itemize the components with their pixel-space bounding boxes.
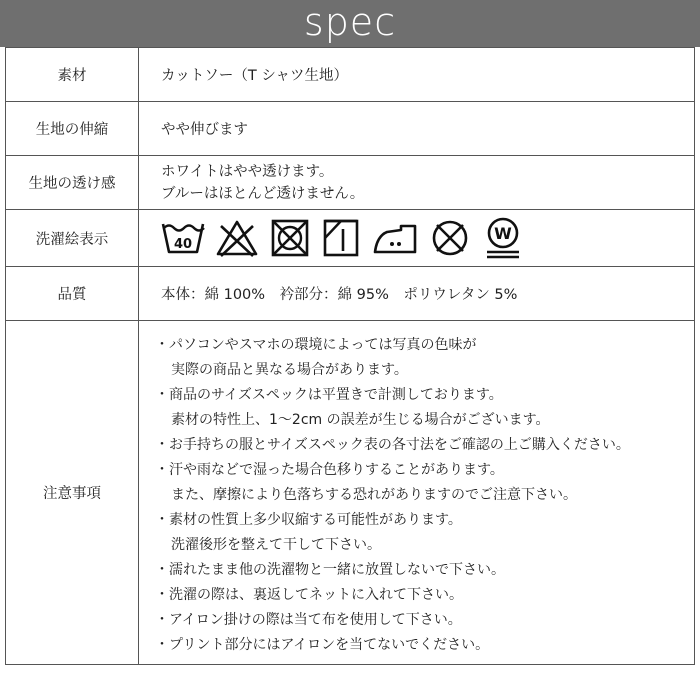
material-value: カットソー（T シャツ生地） bbox=[139, 48, 695, 102]
wash-40-icon bbox=[161, 218, 205, 258]
quality-row bbox=[6, 267, 695, 321]
note-line: ・プリント部分にはアイロンを当てないでください。 bbox=[155, 637, 490, 653]
note-line: ・パソコンやスマホの環境によっては写真の色味が bbox=[155, 337, 477, 353]
line-dry-shade-icon bbox=[321, 218, 361, 258]
stretch-value: やや伸びます bbox=[139, 102, 695, 156]
stretch-label: 生地の伸縮 bbox=[6, 102, 139, 156]
spec-table bbox=[5, 47, 695, 665]
notes-label: 注意事項 bbox=[6, 321, 139, 665]
note-line: 実際の商品と異なる場合があります。 bbox=[171, 362, 408, 378]
quality-label: 品質 bbox=[6, 267, 139, 321]
transparency-line: ブルーはほとんど透けません。 bbox=[161, 185, 365, 202]
no-bleach-icon bbox=[215, 218, 259, 258]
notes-row bbox=[6, 321, 695, 665]
material-row bbox=[6, 48, 695, 102]
wash-row bbox=[6, 210, 695, 267]
transparency-label: 生地の透け感 bbox=[6, 156, 139, 210]
note-line: ・洗濯の際は、裏返してネットに入れて下さい。 bbox=[155, 587, 463, 603]
page-title: spec bbox=[0, 0, 700, 47]
no-dry-clean-icon bbox=[429, 218, 471, 258]
iron-low-icon bbox=[371, 218, 419, 258]
no-tumble-dry-icon bbox=[269, 218, 311, 258]
note-line: ・汗や雨などで湿った場合色移りすることがあります。 bbox=[155, 462, 504, 478]
quality-value: 本体：綿 100% 衿部分：綿 95% ポリウレタン 5% bbox=[139, 267, 695, 321]
note-line: ・お手持ちの服とサイズスペック表の各寸法をご確認の上ご購入ください。 bbox=[155, 437, 630, 453]
material-label: 素材 bbox=[6, 48, 139, 102]
note-line: 素材の特性上、1～2cm の誤差が生じる場合がございます。 bbox=[171, 412, 550, 428]
wet-clean-icon bbox=[481, 216, 525, 260]
note-line: ・アイロン掛けの際は当て布を使用して下さい。 bbox=[155, 612, 462, 628]
wet-clean-letter: W bbox=[494, 224, 512, 243]
note-line: 洗濯後形を整えて干して下さい。 bbox=[171, 537, 381, 553]
wash-label: 洗濯絵表示 bbox=[6, 210, 139, 267]
note-line: ・濡れたまま他の洗濯物と一緒に放置しないで下さい。 bbox=[155, 562, 505, 578]
note-line: ・商品のサイズスペックは平置きで計測しております。 bbox=[155, 387, 503, 403]
stretch-row bbox=[6, 102, 695, 156]
note-line: ・素材の性質上多少収縮する可能性があります。 bbox=[155, 512, 462, 528]
notes-list bbox=[139, 321, 695, 665]
transparency-value bbox=[139, 156, 695, 210]
wash-temp-text: 40 bbox=[173, 237, 193, 252]
transparency-line: ホワイトはやや透けます。 bbox=[161, 163, 334, 180]
transparency-row bbox=[6, 156, 695, 210]
wash-icons bbox=[139, 210, 695, 267]
note-line: また、摩擦により色落ちする恐れがありますのでご注意下さい。 bbox=[171, 487, 577, 503]
